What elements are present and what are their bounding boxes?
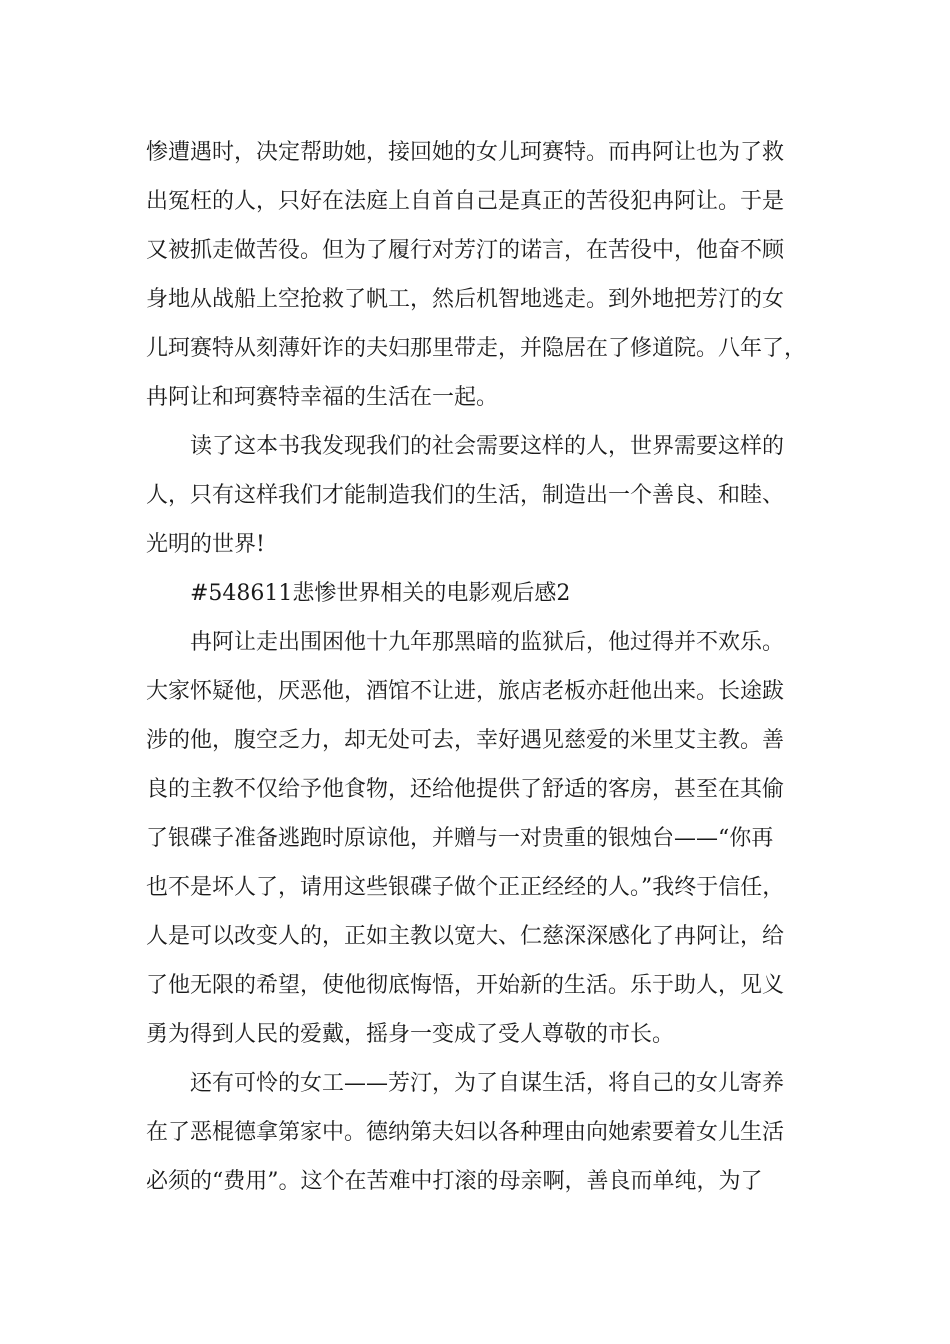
text-line: 良的主教不仅给予他食物，还给他提供了舒适的客房，甚至在其偷	[146, 777, 785, 802]
text-line: 在了恶棍德拿第家中。德纳第夫妇以各种理由向她索要着女儿生活	[146, 1120, 785, 1145]
text-line: 大家怀疑他，厌恶他，酒馆不让进，旅店老板亦赶他出来。长途跋	[146, 679, 785, 704]
text-line: 光明的世界!	[146, 532, 265, 557]
text-line: 儿珂赛特从刻薄奸诈的夫妇那里带走，并隐居在了修道院。八年了，	[146, 336, 807, 361]
document-body	[146, 128, 816, 1206]
text-line: 还有可怜的女工——芳汀，为了自谋生活，将自己的女儿寄养	[190, 1071, 785, 1096]
text-line: 也不是坏人了，请用这些银碟子做个正正经经的人。”我终于信任，	[146, 875, 785, 900]
text-line: 读了这本书我发现我们的社会需要这样的人，世界需要这样的	[190, 434, 785, 459]
text-line: 冉阿让走出围困他十九年那黑暗的监狱后，他过得并不欢乐。	[190, 630, 785, 655]
text-line: 身地从战船上空抢救了帆工，然后机智地逃走。到外地把芳汀的女	[146, 287, 785, 312]
text-line: 人是可以改变人的，正如主教以宽大、仁慈深深感化了冉阿让，给	[146, 924, 785, 949]
text-line: 了他无限的希望，使他彻底悔悟，开始新的生活。乐于助人，见义	[146, 973, 785, 998]
text-line: 冉阿让和珂赛特幸福的生活在一起。	[146, 385, 499, 410]
text-line: 勇为得到人民的爱戴，摇身一变成了受人尊敬的市长。	[146, 1022, 675, 1047]
text-line: 涉的他，腹空乏力，却无处可去，幸好遇见慈爱的米里艾主教。善	[146, 728, 785, 753]
section-heading: #548611悲惨世界相关的电影观后感2	[190, 581, 571, 606]
text-line: 惨遭遇时，决定帮助她，接回她的女儿珂赛特。而冉阿让也为了救	[146, 140, 785, 165]
text-line: 人，只有这样我们才能制造我们的生活，制造出一个善良、和睦、	[146, 483, 785, 508]
text-line: 出冤枉的人，只好在法庭上自首自己是真正的苦役犯冉阿让。于是	[146, 189, 785, 214]
text-line: 又被抓走做苦役。但为了履行对芳汀的诺言，在苦役中，他奋不顾	[146, 238, 785, 263]
text-line: 必须的“费用”。这个在苦难中打滚的母亲啊，善良而单纯，为了	[146, 1169, 763, 1194]
text-line: 了银碟子准备逃跑时原谅他，并赠与一对贵重的银烛台——“你再	[146, 826, 774, 851]
